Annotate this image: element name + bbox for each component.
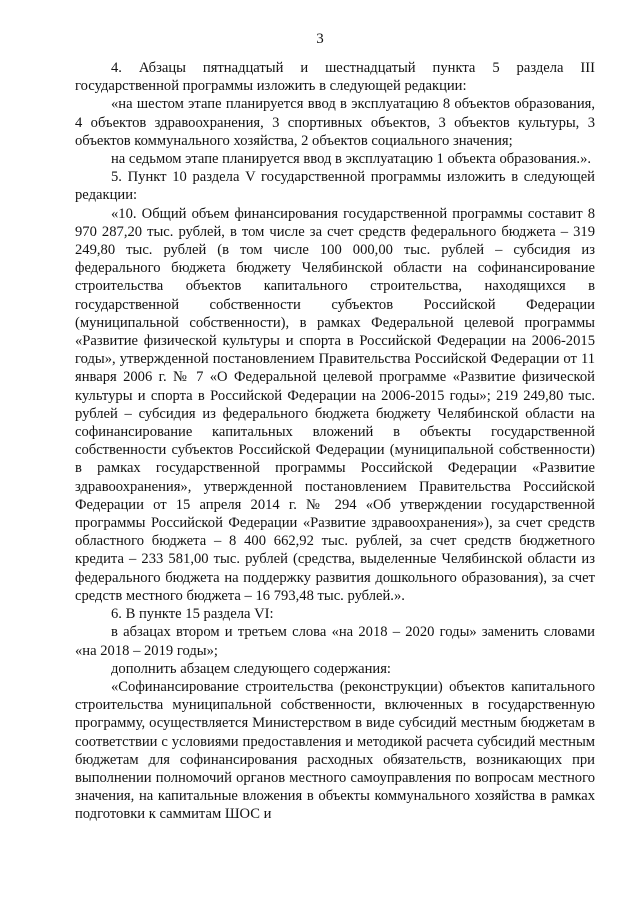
paragraph-item-4: 4. Абзацы пятнадцатый и шестнадцатый пункта 5 раздела III государственной программы изложить в следующей редакции: <box>75 60 595 95</box>
paragraph-item-5: 5. Пункт 10 раздела V государственной программы изложить в следующей редакции: <box>75 169 595 204</box>
page-number: 3 <box>316 31 324 47</box>
paragraph-replace-years: в абзацах втором и третьем слова «на 2018 – 2020 годы» заменить словами «на 2018 – 2019 годы»; <box>75 624 595 659</box>
paragraph-item-6: 6. В пункте 15 раздела VI: <box>111 606 274 623</box>
document-body <box>75 59 595 824</box>
paragraph-add-clause: дополнить абзацем следующего содержания: <box>111 660 391 677</box>
paragraph-quote-point-10: «10. Общий объем финансирования государственной программы составит 8 970 287,20 тыс. рублей, в том числе за счет средств федерального бюджета – 319 249,80 тыс. рублей (в том числе 100 000,00 тыс. рублей – субсидия из федерального бюджета бюджету Челябинской области на софинансирование строительства объектов капитального строительства, находящихся в государственной собственности субъектов Российской Федерации (муниципальной собственности), в рамках Федеральной целевой программы «Развитие физической культуры и спорта в Российской Федерации на 2006-2015 годы», утвержденной постановлением Правительства Российской Федерации от 11 января 2006 г. № 7 «О Федеральной целевой программе «Развитие физической культуры и спорта в Российской Федерации на 2006-2015 годы»; 219 249,80 тыс. рублей – субсидия из федерального бюджета бюджету Челябинской области на софинансирование капитальных вложений в объекты государственной собственности субъектов Российской Федерации (муниципальной собственности) в рамках государственной программы Российской Федерации «Развитие здравоохранения», утвержденной постановлением Правительства Российской Федерации от 15 апреля 2014 г. № 294 «Об утверждении государственной программы Российской Федерации «Развитие здравоохранения»), за счет средств областного бюджета – 8 400 662,92 тыс. рублей, за счет средств бюджетного кредита – 233 581,00 тыс. рублей (средства, выделенные Челябинской области из федерального бюджета на поддержку развития дошкольного образования), за счет средств местного бюджета – 16 793,48 тыс. рублей.». <box>75 205 595 604</box>
paragraph-quote-stage-six: «на шестом этапе планируется ввод в эксплуатацию 8 объектов образования, 4 объектов здравоохранения, 3 спортивных объектов, 3 объектов культуры, 3 объектов коммунального хозяйства, 2 объектов социального значения; <box>75 96 595 149</box>
paragraph-stage-seven: на седьмом этапе планируется ввод в эксплуатацию 1 объекта образования.». <box>111 151 592 168</box>
paragraph-quote-cofinancing: «Софинансирование строительства (реконструкции) объектов капитального строительства муниципальной собственности, включенных в государственную программу, осуществляется Министерством в виде субсидий местным бюджетам в соответствии с условиями предоставления и методикой расчета субсидий местным бюджетам для софинансирования расходных обязательств, возникающих при выполнении полномочий органов местного самоуправления по вопросам местного значения, на капитальные вложения в объекты коммунального хозяйства в рамках подготовки к саммитам ШОС и <box>75 678 595 823</box>
